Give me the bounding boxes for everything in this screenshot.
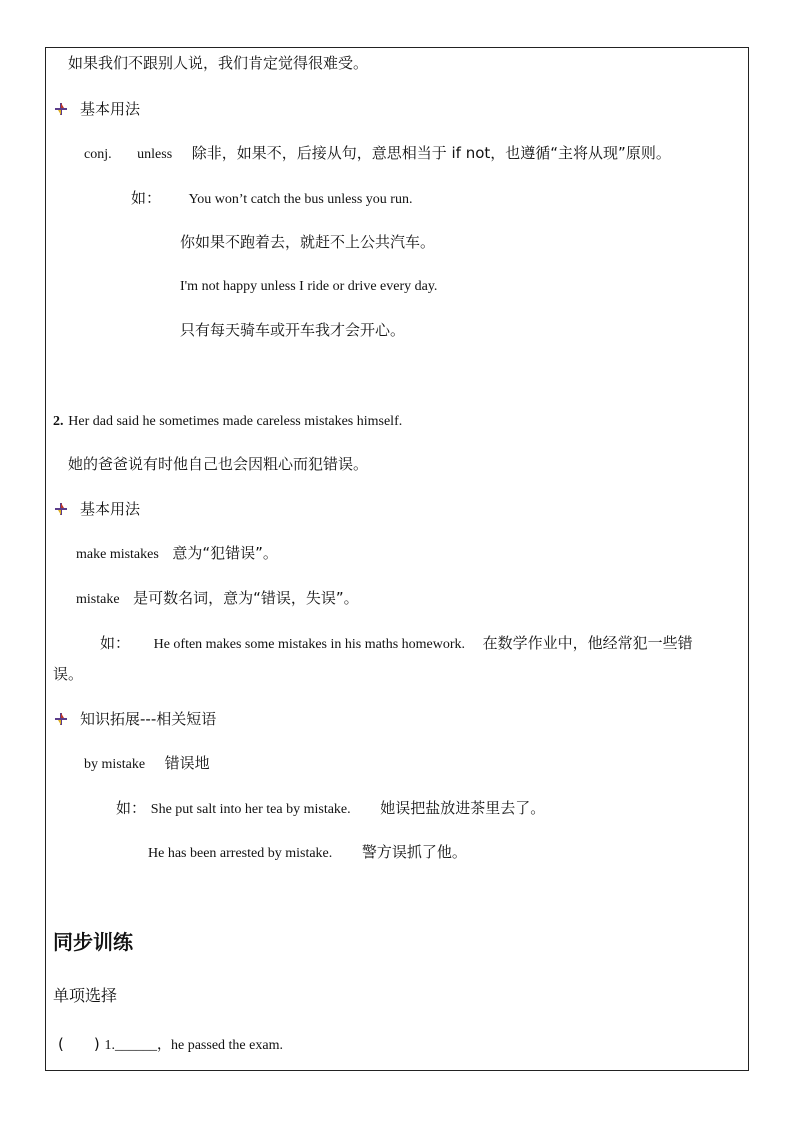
usage2-heading-text: 基本用法: [80, 500, 141, 518]
expansion-heading-text: 知识拓展---相关短语: [80, 710, 217, 728]
usage1-word: unless: [137, 147, 173, 162]
practice-title: 同步训练: [53, 930, 133, 954]
usage1-definition: 除非，如果不，后接从句，意思相当于 if not，也遵循“主将从现”原则。: [191, 144, 671, 162]
intro-sentence-cn: 如果我们不跟别人说，我们肯定觉得很难受。: [68, 54, 369, 72]
expansion-phrase-en: by mistake: [84, 757, 146, 772]
expansion-example2-en: He has been arrested by mistake.: [148, 846, 333, 861]
usage2-example-label: 如：: [100, 634, 131, 652]
usage1-pos: conj.: [84, 147, 112, 162]
expansion-heading: [54, 708, 216, 729]
expansion-example1-line: [116, 798, 545, 820]
expansion-example1-cn: 她误把盐放进茶里去了。: [380, 799, 546, 817]
usage1-example1-cn: 你如果不跑着去，就赶不上公共汽车。: [180, 233, 436, 251]
usage1-example1-en: You won’t catch the bus unless you run.: [188, 192, 413, 207]
bullet-icon: [54, 712, 68, 726]
sentence2-cn: 她的爸爸说有时他自己也会因粗心而犯错误。: [68, 455, 369, 473]
usage2-line2: [76, 588, 359, 610]
expansion-example-label: 如：: [116, 799, 147, 817]
question-1-text: ，he passed the exam.: [157, 1038, 283, 1053]
practice-subtitle: 单项选择: [53, 986, 118, 1005]
usage1-example1-line: [131, 188, 412, 210]
question-1-paren: ( ): [58, 1035, 100, 1053]
bullet-icon: [54, 502, 68, 516]
usage2-example-line: [100, 633, 693, 655]
expansion-example2-cn: 警方误抓了他。: [361, 843, 467, 861]
usage2-example-cn-cont: 误。: [53, 665, 84, 683]
sentence2-en: Her dad said he sometimes made careless mistakes himself.: [68, 414, 403, 429]
usage2-line1-en: make mistakes: [76, 547, 159, 562]
usage1-heading-text: 基本用法: [80, 100, 141, 118]
question-1-blank[interactable]: ______: [115, 1038, 157, 1053]
question-1: [58, 1034, 283, 1056]
usage2-line2-cn: 是可数名词，意为“错误，失误”。: [133, 589, 359, 607]
usage2-example-en: He often makes some mistakes in his maths homework.: [153, 637, 466, 652]
expansion-phrase-cn: 错误地: [164, 754, 210, 772]
usage2-example-cn: 在数学作业中，他经常犯一些错: [482, 634, 693, 652]
sentence2-number: 2.: [53, 414, 64, 429]
sentence2-line: [53, 410, 402, 432]
expansion-phrase-line: [84, 753, 210, 775]
usage2-line1-cn: 意为“犯错误”。: [172, 544, 278, 562]
usage1-example2-cn: 只有每天骑车或开车我才会开心。: [180, 321, 406, 339]
usage1-heading: [54, 98, 140, 119]
usage1-example2-en: I'm not happy unless I ride or drive every day.: [180, 279, 438, 294]
expansion-example1-en: She put salt into her tea by mistake.: [150, 802, 351, 817]
usage2-line1: [76, 543, 278, 565]
bullet-icon: [54, 102, 68, 116]
usage1-definition-line: [84, 143, 671, 165]
usage2-line2-en: mistake: [76, 592, 120, 607]
expansion-example2-line: [148, 842, 467, 864]
usage2-heading: [54, 498, 140, 519]
question-1-number: 1.: [104, 1038, 115, 1053]
usage1-example-label: 如：: [131, 189, 162, 207]
